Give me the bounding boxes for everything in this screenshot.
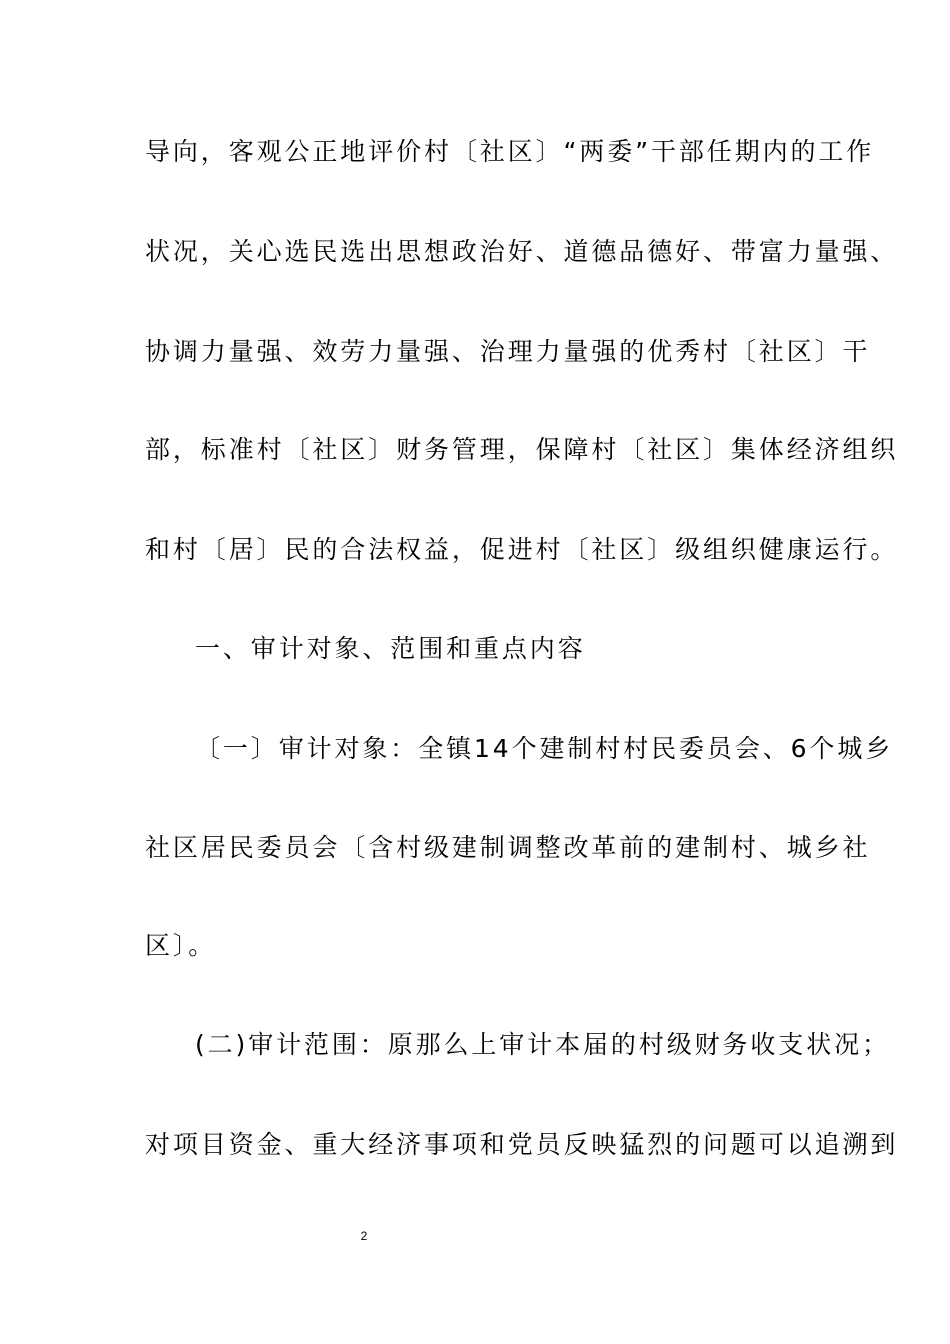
paragraph-line: 导向，客观公正地评价村〔社区〕“两委”干部任期内的工作 bbox=[145, 137, 875, 166]
paragraph-line: 〔一〕审计对象：全镇14个建制村村民委员会、6个城乡 bbox=[195, 734, 894, 763]
paragraph-line: 对项目资金、重大经济事项和党员反映猛烈的问题可以追溯到 bbox=[145, 1130, 899, 1159]
page-number: 2 bbox=[360, 1229, 368, 1243]
paragraph-line: 协调力量强、效劳力量强、治理力量强的优秀村〔社区〕干 bbox=[145, 337, 871, 366]
paragraph-line: 区〕。 bbox=[145, 931, 217, 960]
paragraph-line: 社区居民委员会〔含村级建制调整改革前的建制村、城乡社 bbox=[145, 833, 871, 862]
paragraph-line: 状况，关心选民选出思想政治好、道德品德好、带富力量强、 bbox=[145, 237, 899, 266]
paragraph-line: 和村〔居〕民的合法权益，促进村〔社区〕级组织健康运行。 bbox=[145, 535, 899, 564]
paragraph-line: 部，标准村〔社区〕财务管理，保障村〔社区〕集体经济组织 bbox=[145, 435, 899, 464]
section-heading: 一、审计对象、范围和重点内容 bbox=[195, 634, 586, 663]
paragraph-line: (二)审计范围：原那么上审计本届的村级财务收支状况； bbox=[195, 1030, 890, 1059]
